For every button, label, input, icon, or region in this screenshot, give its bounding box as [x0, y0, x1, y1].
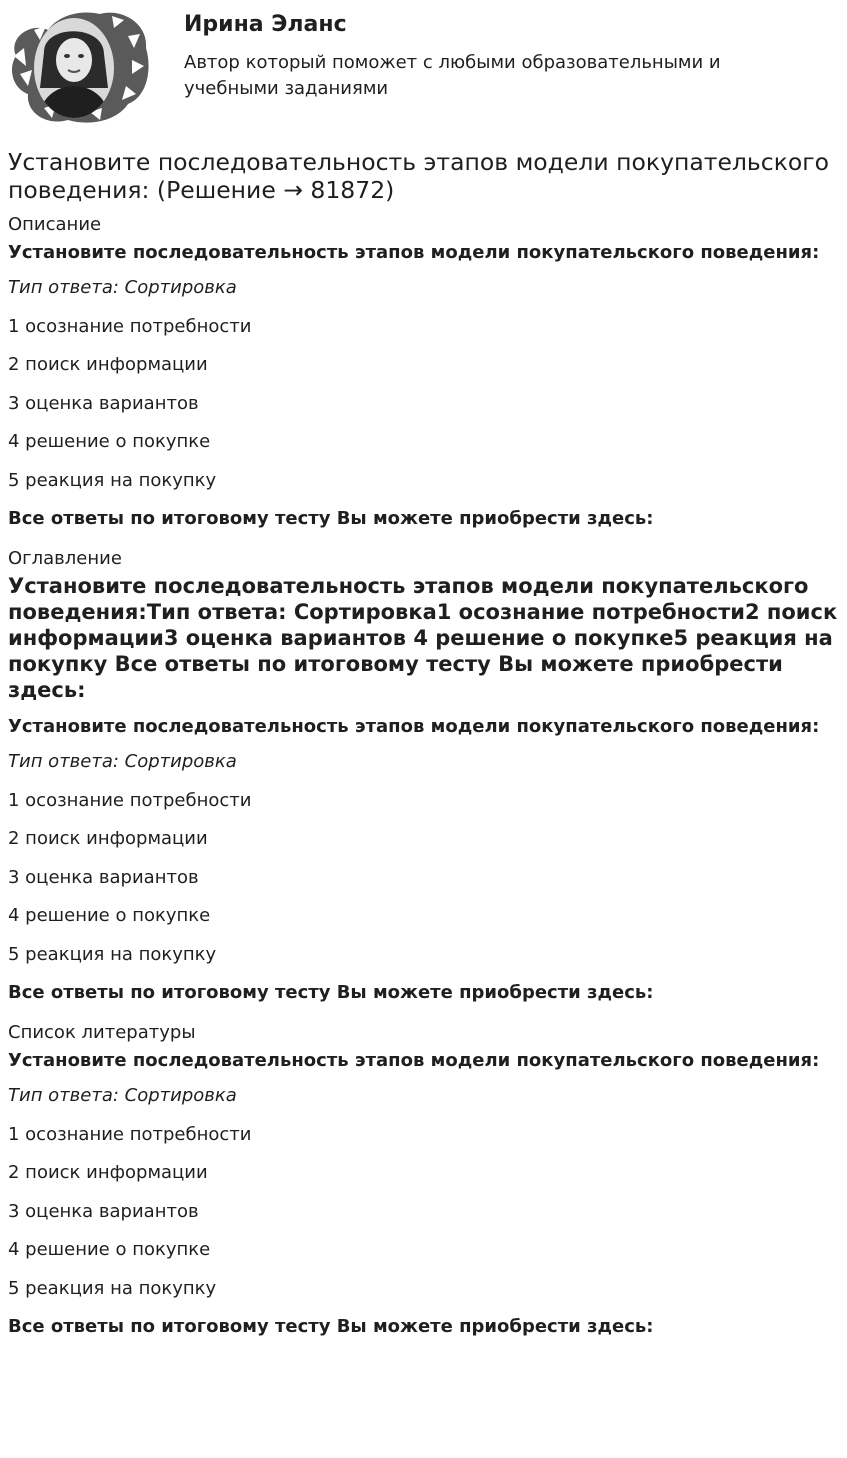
list-item: 3 оценка вариантов	[8, 866, 199, 888]
answer-type: Тип ответа: Сортировка	[8, 1085, 237, 1106]
answer-type: Тип ответа: Сортировка	[8, 751, 237, 772]
question-text: Установите последовательность этапов модели покупательского поведения:	[8, 242, 820, 263]
list-item: 4 решение о покупке	[8, 431, 211, 452]
author-description: Автор который поможет с любыми образовательными и учебными заданиями	[184, 52, 721, 99]
list-item: 1 осознание потребности	[8, 789, 252, 811]
section-label-description: Описание	[8, 214, 102, 235]
literature-section	[8, 1022, 843, 1338]
description-section	[8, 214, 843, 530]
question-text: Установите последовательность этапов модели покупательского поведения:	[8, 716, 820, 737]
section-label-literature: Список литературы	[8, 1022, 196, 1043]
list-item: 4 решение о покупке	[8, 905, 211, 926]
answer-type: Тип ответа: Сортировка	[8, 277, 237, 298]
list-item: 1 осознание потребности	[8, 1123, 252, 1145]
list-item: 3 оценка вариантов	[8, 1200, 199, 1222]
list-item: 5 реакция на покупку	[8, 1277, 217, 1299]
main-content	[8, 148, 843, 1356]
author-name: Ирина Эланс	[184, 12, 347, 37]
purchase-note: Все ответы по итоговому тесту Вы можете приобрести здесь:	[8, 508, 654, 529]
list-item: 2 поиск информации	[8, 354, 208, 375]
purchase-note: Все ответы по итоговому тесту Вы можете приобрести здесь:	[8, 982, 654, 1003]
list-item: 5 реакция на покупку	[8, 469, 217, 491]
page-title: Установите последовательность этапов модели покупательского поведения: (Решение → 81872)	[8, 148, 829, 204]
toc-section	[8, 548, 843, 1004]
list-item: 4 решение о покупке	[8, 1239, 211, 1260]
list-item: 1 осознание потребности	[8, 315, 252, 337]
list-item: 3 оценка вариантов	[8, 392, 199, 414]
purchase-note: Все ответы по итоговому тесту Вы можете приобрести здесь:	[8, 1316, 654, 1337]
author-avatar	[8, 8, 150, 126]
list-item: 2 поиск информации	[8, 828, 208, 849]
section-label-toc: Оглавление	[8, 548, 122, 569]
list-item: 2 поиск информации	[8, 1162, 208, 1183]
author-block	[0, 0, 847, 140]
toc-heading: Установите последовательность этапов модели покупательского поведения:Тип ответа: Сортировка1 осознание потребности2 поиск информации3 оценка вариантов 4 решение о покупке5 реакция на покупку Все ответы по итоговому тесту Вы можете приобрести здесь:	[8, 574, 838, 702]
question-text: Установите последовательность этапов модели покупательского поведения:	[8, 1050, 820, 1071]
list-item: 5 реакция на покупку	[8, 943, 217, 965]
